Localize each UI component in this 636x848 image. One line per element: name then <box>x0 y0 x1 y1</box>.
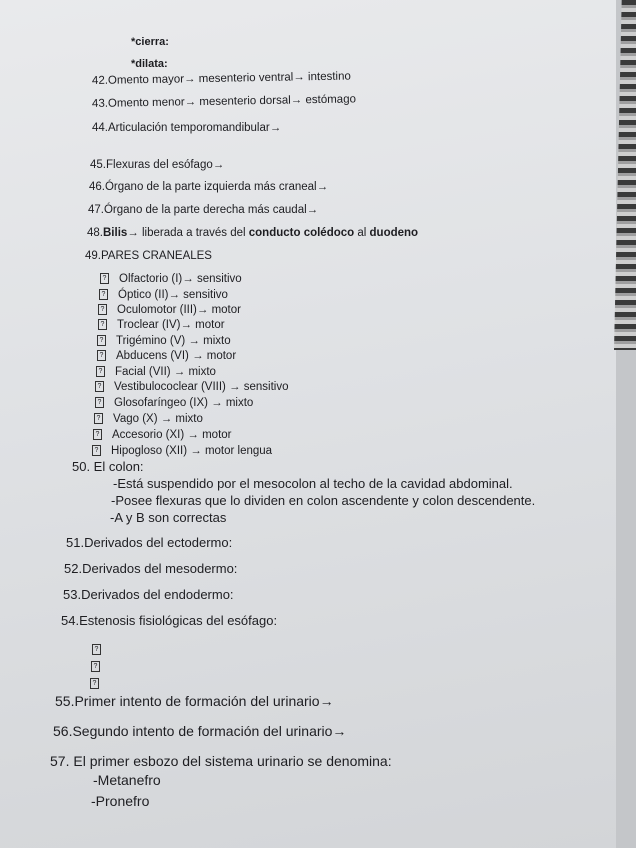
checkbox-glyph: ? <box>99 289 108 300</box>
question-48-number: 48. <box>87 227 103 239</box>
nerve-text: Glosofaríngeo (IX) → mixto <box>114 397 254 409</box>
nerve-item <box>96 365 216 379</box>
nerve-text: Accesorio (XI) → motor <box>112 429 232 441</box>
question-48-conducto: conducto colédoco <box>248 227 355 239</box>
nerve-item <box>97 349 236 363</box>
question-56: 56.Segundo intento de formación del urinario→ <box>53 723 347 739</box>
question-50-option-3: -A y B son correctas <box>110 510 227 525</box>
question-48-duodeno: duodeno <box>369 227 419 239</box>
question-49: 49.PARES CRANEALES <box>85 250 212 262</box>
nerve-text: Troclear (IV)→ motor <box>117 319 225 331</box>
nerve-text: Vestibulococlear (VIII) → sensitivo <box>114 381 289 393</box>
nerve-text: Hipogloso (XII) → motor lengua <box>111 445 273 457</box>
nerve-text: Vago (X) → mixto <box>113 413 203 425</box>
nerve-item <box>99 288 228 302</box>
checkbox-glyph: ? <box>94 413 103 424</box>
checkbox-glyph: ? <box>90 678 99 689</box>
checkbox-glyph: ? <box>97 335 106 346</box>
question-46: 46.Órgano de la parte izquierda más craneal→ <box>89 181 329 193</box>
question-53: 53.Derivados del endodermo: <box>63 587 234 602</box>
nerve-item <box>95 380 289 394</box>
nerve-text: Trigémino (V) → mixto <box>116 335 231 347</box>
nerve-item <box>98 318 225 332</box>
checkbox-glyph: ? <box>92 644 101 655</box>
checkbox-glyph: ? <box>91 661 100 672</box>
nerve-item <box>95 396 253 410</box>
cierra-label: *cierra: <box>131 36 169 48</box>
question-50-option-2: -Posee flexuras que lo dividen en colon ascendente y colon descendente. <box>111 493 536 508</box>
question-55: 55.Primer intento de formación del urinario→ <box>55 693 334 709</box>
nerve-text: Olfactorio (I)→ sensitivo <box>119 273 242 285</box>
question-47: 47.Órgano de la parte derecha más caudal→ <box>88 204 319 216</box>
spiral-binding <box>614 0 636 350</box>
checkbox-glyph: ? <box>96 366 105 377</box>
nerve-item <box>93 428 232 442</box>
question-48 <box>87 226 418 240</box>
question-45: 45.Flexuras del esófago→ <box>90 159 225 171</box>
nerve-item <box>92 444 272 458</box>
question-51: 51.Derivados del ectodermo: <box>66 535 233 550</box>
question-57-option-1: -Metanefro <box>93 772 161 788</box>
checkbox-glyph: ? <box>97 350 106 361</box>
nerve-item <box>94 412 203 426</box>
nerve-text: Abducens (VI) → motor <box>116 350 237 362</box>
checkbox-glyph: ? <box>92 445 101 456</box>
question-48-text: → liberada a través del <box>127 227 249 239</box>
question-57: 57. El primer esbozo del sistema urinario se denomina: <box>50 753 392 769</box>
question-52: 52.Derivados del mesodermo: <box>64 561 238 576</box>
question-43: 43.Omento menor→ mesenterio dorsal→ estómago <box>91 93 357 110</box>
question-54: 54.Estenosis fisiológicas del esófago: <box>61 613 278 628</box>
question-42: 42.Omento mayor→ mesenterio ventral→ intestino <box>91 70 351 87</box>
empty-bullet <box>90 677 109 691</box>
question-50-option-1: -Está suspendido por el mesocolon al techo de la cavidad abdominal. <box>113 476 513 491</box>
question-57-option-2: -Pronefro <box>91 793 150 809</box>
nerve-item <box>98 303 241 317</box>
nerve-item <box>97 334 231 348</box>
nerve-text: Oculomotor (III)→ motor <box>117 304 241 316</box>
dilata-label: *dilata: <box>131 58 168 70</box>
empty-bullet <box>92 643 111 657</box>
question-44: 44.Articulación temporomandibular→ <box>92 122 282 134</box>
checkbox-glyph: ? <box>100 273 109 284</box>
checkbox-glyph: ? <box>98 319 107 330</box>
checkbox-glyph: ? <box>98 304 107 315</box>
nerve-item <box>100 272 242 286</box>
empty-bullet <box>91 660 110 674</box>
question-48-bilis: Bilis <box>103 227 128 239</box>
question-50: 50. El colon: <box>72 459 144 474</box>
checkbox-glyph: ? <box>95 381 104 392</box>
checkbox-glyph: ? <box>95 397 104 408</box>
nerve-text: Óptico (II)→ sensitivo <box>118 289 228 301</box>
question-48-al: al <box>354 227 370 239</box>
nerve-text: Facial (VII) → mixto <box>115 366 216 378</box>
checkbox-glyph: ? <box>93 429 102 440</box>
